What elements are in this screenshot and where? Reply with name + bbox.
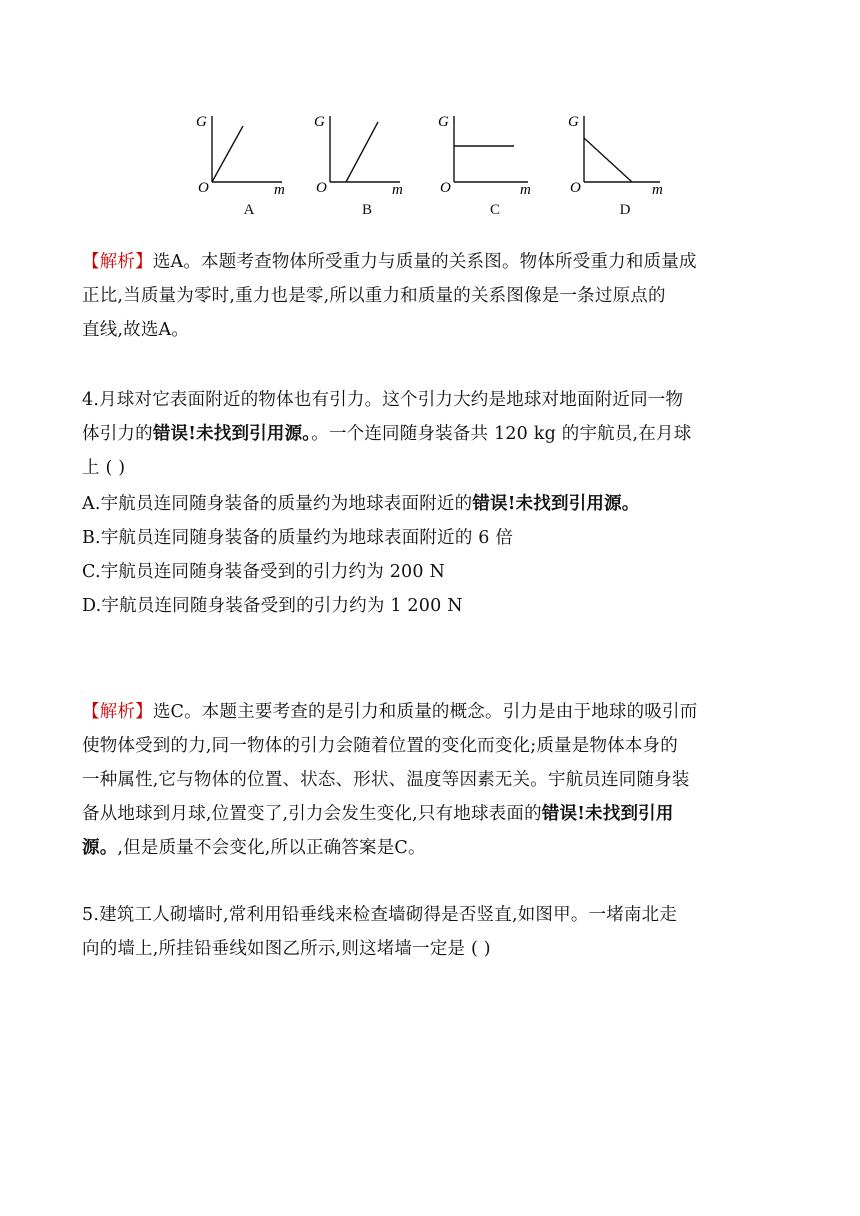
graph-a-line: [212, 126, 243, 182]
graph-b: [308, 106, 408, 222]
graph-a: [190, 106, 290, 222]
graph-d-origin-label: O: [570, 180, 581, 196]
q4-stem-line-3: 上 ( ): [82, 458, 126, 478]
question-5: [82, 898, 782, 966]
q4-analysis-error-ref: 错误!未找到引用: [541, 804, 674, 824]
q4-stem-error-ref: 错误!未找到引用源。: [152, 424, 312, 444]
graph-c: [434, 106, 534, 222]
graph-b-x-label: m: [392, 182, 403, 198]
graph-b-label: B: [361, 202, 372, 218]
graph-c-y-label: G: [438, 114, 449, 130]
question-4: [82, 383, 782, 623]
graph-b-plot: [308, 106, 408, 206]
graph-a-x-label: m: [274, 182, 285, 198]
q3-analysis-text-1: 选A。本题考查物体所受重力与质量的关系图。物体所受重力和质量成: [152, 252, 697, 272]
q4-analysis-text-1: 选C。本题主要考查的是引力和质量的概念。引力是由于地球的吸引而: [152, 702, 698, 722]
q4-analysis-text-4: 备从地球到月球,位置变了,引力会发生变化,只有地球表面的: [82, 804, 542, 824]
graph-d-x-label: m: [652, 182, 663, 198]
graph-options: [190, 106, 680, 222]
graph-a-origin-label: O: [198, 180, 209, 196]
graph-b-origin-label: O: [316, 180, 327, 196]
q5-stem-line-1: 5.建筑工人砌墙时,常利用铅垂线来检查墙砌得是否竖直,如图甲。一堵南北走: [82, 905, 678, 925]
graph-a-y-label: G: [196, 114, 207, 130]
q4-option-a-text: A.宇航员连同随身装备的质量约为地球表面附近的: [82, 494, 473, 514]
q4-option-a: [82, 487, 782, 521]
q3-analysis-line-2: 正比,当质量为零时,重力也是零,所以重力和质量的关系图像是一条过原点的: [82, 286, 666, 306]
analysis-tag: 【解析】: [82, 702, 153, 722]
q3-analysis-line-3: 直线,故选A。: [82, 320, 190, 340]
q4-option-c: C.宇航员连同随身装备受到的引力约为 200 N: [82, 562, 445, 582]
q4-option-d: D.宇航员连同随身装备受到的引力约为 1 200 N: [82, 596, 463, 616]
q5-stem-line-2: 向的墙上,所挂铅垂线如图乙所示,则这堵墙一定是 ( ): [82, 939, 491, 959]
graph-d-line: [584, 138, 632, 182]
q4-analysis-line-2: 使物体受到的力,同一物体的引力会随着位置的变化而变化;质量是物体本身的: [82, 736, 678, 756]
q4-analysis-line-3: 一种属性,它与物体的位置、状态、形状、温度等因素无关。宇航员连同随身装: [82, 770, 690, 790]
graph-a-label: A: [243, 202, 255, 218]
q4-analysis: [82, 695, 782, 865]
graph-c-origin-label: O: [440, 180, 451, 196]
q4-stem-text: 体引力的: [82, 424, 153, 444]
graph-d-plot: [566, 106, 666, 206]
graph-d-label: D: [619, 202, 631, 218]
q4-analysis-line-4: [82, 797, 782, 831]
graph-c-label: C: [489, 202, 500, 218]
q3-analysis: [82, 245, 782, 347]
q4-analysis-text-5: ,但是质量不会变化,所以正确答案是C。: [117, 838, 426, 858]
graph-d: [566, 106, 666, 222]
q4-analysis-line-5: [82, 831, 782, 865]
q4-stem-text-cont: 。一个连同随身装备共 120 kg 的宇航员,在月球: [311, 424, 692, 444]
q4-stem-line-1: 4.月球对它表面附近的物体也有引力。这个引力大约是地球对地面附近同一物: [82, 390, 684, 410]
q4-analysis-error-ref-cont: 源。: [82, 838, 118, 858]
graph-a-plot: [190, 106, 290, 206]
graph-c-plot: [434, 106, 534, 206]
q3-analysis-line-1: [82, 245, 782, 279]
q4-option-a-error-ref: 错误!未找到引用源。: [472, 494, 640, 514]
graph-c-x-label: m: [520, 182, 531, 198]
graph-b-y-label: G: [314, 114, 325, 130]
analysis-tag: 【解析】: [82, 252, 153, 272]
graph-b-line: [346, 122, 378, 182]
q4-option-b: B.宇航员连同随身装备的质量约为地球表面附近的 6 倍: [82, 528, 514, 548]
q4-analysis-line-1: [82, 695, 782, 729]
graph-d-y-label: G: [568, 114, 579, 130]
q4-stem-line-2: [82, 417, 782, 451]
